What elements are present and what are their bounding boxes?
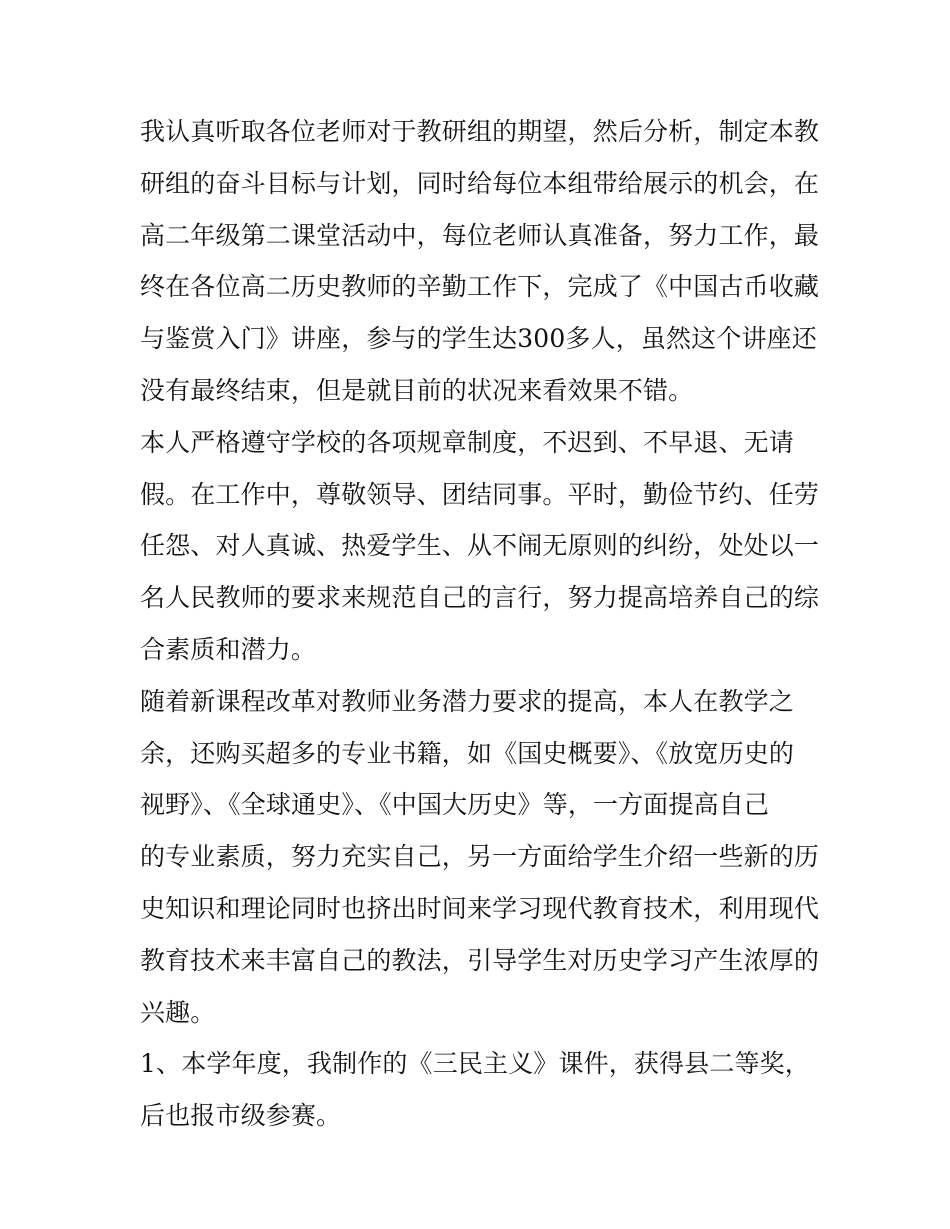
text-line: 合素质和潜力。 xyxy=(140,634,317,664)
text-line: 余，还购买超多的专业书籍，如《国史概要》、《放宽历史的 xyxy=(140,738,795,768)
paragraph-professional-study xyxy=(140,676,820,1039)
text-line: 任怨、对人真诚、热爱学生、从不闹无原则的纠纷，处处以一 xyxy=(140,531,820,561)
text-line: 与鉴赏入门》讲座，参与的学生达300多人，虽然这个讲座还 xyxy=(140,324,817,354)
text-line: 史知识和理论同时也挤出时间来学习现代教育技术，利用现代 xyxy=(140,893,820,923)
text-line: 的专业素质，努力充实自己，另一方面给学生介绍一些新的历 xyxy=(140,842,820,872)
text-line: 研组的奋斗目标与计划，同时给每位本组带给展示的机会，在 xyxy=(140,168,820,198)
text-line: 兴趣。 xyxy=(140,997,216,1027)
text-line: 教育技术来丰富自己的教法，引导学生对历史学习产生浓厚的 xyxy=(140,945,820,975)
text-line: 后也报市级参赛。 xyxy=(140,1101,342,1131)
text-line: 视野》、《全球通史》、《中国大历史》等，一方面提高自己 xyxy=(140,790,770,820)
text-line: 名人民教师的要求来规范自己的言行，努力提高培养自己的综 xyxy=(140,583,820,613)
document-body xyxy=(140,106,820,1142)
paragraph-achievement-1 xyxy=(140,1038,816,1142)
text-line: 我认真听取各位老师对于教研组的期望，然后分析，制定本教 xyxy=(140,117,820,146)
text-line: 1、本学年度，我制作的《三民主义》课件，获得县二等奖， xyxy=(140,1049,810,1079)
text-line: 高二年级第二课堂活动中，每位老师认真准备，努力工作，最 xyxy=(140,220,820,250)
paragraph-discipline xyxy=(140,417,820,676)
paragraph-teaching-group xyxy=(140,106,820,417)
text-line: 假。在工作中，尊敬领导、团结同事。平时，勤俭节约、任劳 xyxy=(140,479,820,509)
text-line: 随着新课程改革对教师业务潜力要求的提高，本人在教学之 xyxy=(140,686,794,716)
text-line: 没有最终结束，但是就目前的状况来看效果不错。 xyxy=(140,375,694,405)
text-line: 本人严格遵守学校的各项规章制度，不迟到、不早退、无请 xyxy=(140,427,794,457)
text-line: 终在各位高二历史教师的辛勤工作下，完成了《中国古币收藏 xyxy=(140,272,820,302)
